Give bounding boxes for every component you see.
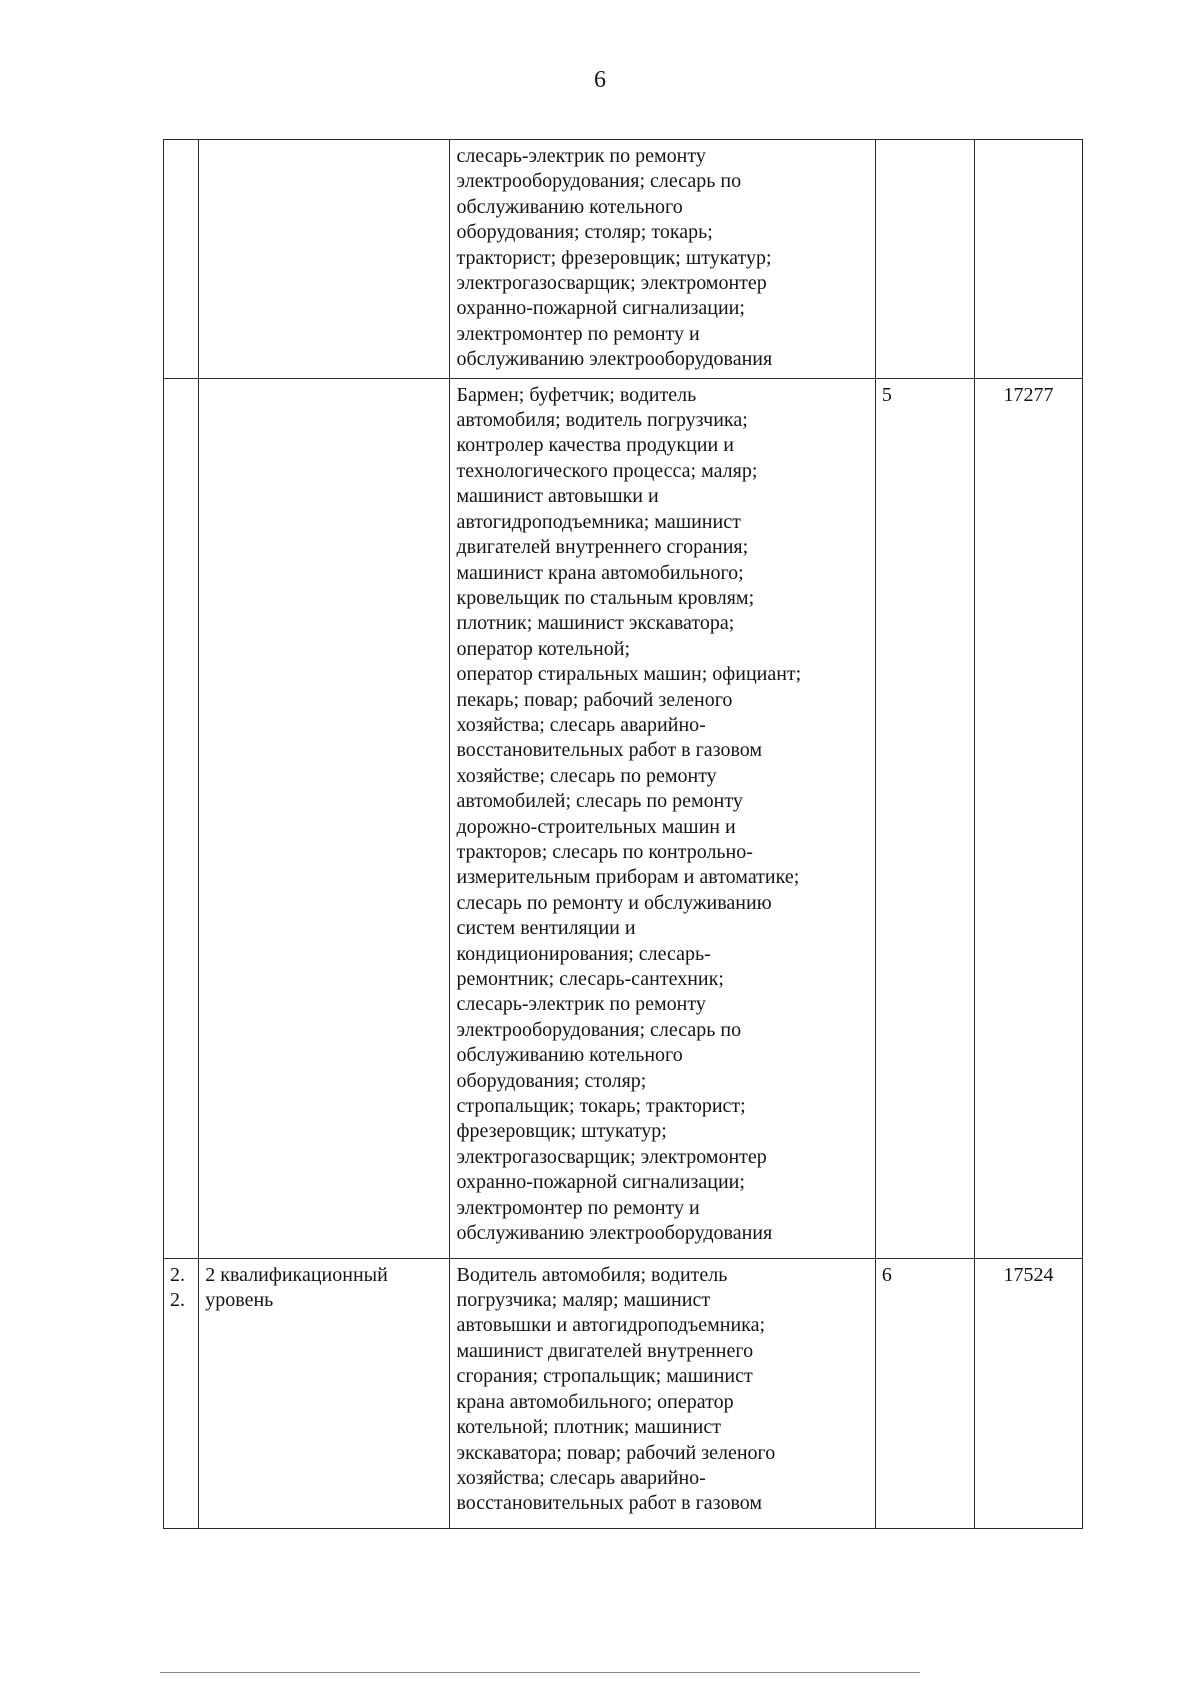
profession-line: дорожно-строительных машин и bbox=[456, 815, 736, 838]
profession-line: автомобилей; слесарь по ремонту bbox=[456, 790, 743, 813]
table-row bbox=[164, 140, 1083, 379]
profession-line: крана автомобильного; оператор bbox=[456, 1390, 734, 1413]
profession-line: автомобиля; водитель погрузчика; bbox=[456, 409, 748, 432]
profession-line: тракторов; слесарь по контрольно- bbox=[456, 840, 753, 863]
salary-cell bbox=[974, 140, 1082, 379]
profession-line: хозяйства; слесарь аварийно- bbox=[456, 713, 706, 736]
profession-line: электрогазосварщик; электромонтер bbox=[456, 1145, 767, 1168]
profession-line: обслуживанию электрооборудования bbox=[456, 348, 773, 371]
row-number-cell: 2.2. bbox=[164, 1258, 199, 1528]
profession-line: стропальщик; токарь; тракторист; bbox=[456, 1095, 746, 1118]
table-row bbox=[164, 378, 1083, 1258]
profession-line: кондиционирования; слесарь- bbox=[456, 942, 711, 965]
grade-cell bbox=[875, 140, 974, 379]
grade-cell: 6 bbox=[875, 1258, 974, 1528]
profession-line: систем вентиляции и bbox=[456, 917, 636, 940]
profession-line: электрооборудования; слесарь по bbox=[456, 1018, 742, 1041]
profession-line: кровельщик по стальным кровлям; bbox=[456, 586, 755, 609]
row-number-cell bbox=[164, 378, 199, 1258]
profession-line: сгорания; стропальщик; машинист bbox=[456, 1365, 753, 1388]
profession-line: машинист двигателей внутреннего bbox=[456, 1339, 754, 1362]
profession-line: хозяйства; слесарь аварийно- bbox=[456, 1466, 706, 1489]
profession-line: машинист автовышки и bbox=[456, 485, 659, 508]
profession-line: котельной; плотник; машинист bbox=[456, 1416, 721, 1439]
profession-line: фрезеровщик; штукатур; bbox=[456, 1120, 667, 1143]
profession-line: Водитель автомобиля; водитель bbox=[456, 1263, 728, 1286]
profession-line: Бармен; буфетчик; водитель bbox=[456, 383, 697, 406]
profession-line: слесарь-электрик по ремонту bbox=[456, 145, 706, 167]
profession-line: электрогазосварщик; электромонтер bbox=[456, 272, 767, 295]
profession-line: электромонтер по ремонту и bbox=[456, 1196, 700, 1219]
profession-line: погрузчика; маляр; машинист bbox=[456, 1289, 711, 1312]
profession-line: машинист крана автомобильного; bbox=[456, 561, 744, 584]
profession-line: пекарь; повар; рабочий зеленого bbox=[456, 688, 733, 711]
profession-line: обслуживанию котельного bbox=[456, 1044, 683, 1067]
qualification-level-cell bbox=[199, 140, 450, 379]
page-number: 6 bbox=[594, 67, 606, 93]
profession-line: слесарь по ремонту и обслуживанию bbox=[456, 891, 772, 914]
professions-cell bbox=[450, 1258, 875, 1528]
qualification-level-cell bbox=[199, 378, 450, 1258]
profession-line: экскаватора; повар; рабочий зеленого bbox=[456, 1441, 776, 1464]
profession-line: автовышки и автогидроподъемника; bbox=[456, 1314, 765, 1337]
profession-line: плотник; машинист экскаватора; bbox=[456, 612, 735, 635]
salary-cell: 17277 bbox=[974, 378, 1082, 1258]
salary-cell: 17524 bbox=[974, 1258, 1082, 1528]
profession-line: контролер качества продукции и bbox=[456, 434, 734, 457]
profession-line: автогидроподъемника; машинист bbox=[456, 510, 741, 533]
profession-line: оборудования; столяр; bbox=[456, 1069, 647, 1092]
profession-line: оборудования; столяр; токарь; bbox=[456, 221, 713, 244]
bottom-rule bbox=[160, 1672, 920, 1673]
profession-line: обслуживанию электрооборудования bbox=[456, 1222, 773, 1245]
table-row bbox=[164, 1258, 1083, 1528]
professions-cell bbox=[450, 378, 875, 1258]
profession-line: хозяйстве; слесарь по ремонту bbox=[456, 764, 717, 787]
profession-line: оператор котельной; bbox=[456, 637, 631, 660]
profession-line: технологического процесса; маляр; bbox=[456, 459, 758, 482]
profession-line: двигателей внутреннего сгорания; bbox=[456, 536, 749, 559]
profession-line: обслуживанию котельного bbox=[456, 195, 683, 218]
profession-line: ремонтник; слесарь-сантехник; bbox=[456, 968, 724, 990]
profession-line: оператор стиральных машин; официант; bbox=[456, 663, 802, 686]
profession-line: слесарь-электрик по ремонту bbox=[456, 993, 706, 1016]
profession-line: электромонтер по ремонту и bbox=[456, 322, 700, 345]
qualification-level-cell: 2 квалификационный уровень bbox=[199, 1258, 450, 1528]
profession-line: тракторист; фрезеровщик; штукатур; bbox=[456, 246, 772, 269]
grade-cell: 5 bbox=[875, 378, 974, 1258]
profession-line: восстановительных работ в газовом bbox=[456, 739, 763, 762]
wage-table bbox=[163, 139, 1083, 1529]
profession-line: охранно-пожарной сигнализации; bbox=[456, 1171, 745, 1194]
profession-line: измерительным приборам и автоматике; bbox=[456, 866, 800, 889]
profession-line: охранно-пожарной сигнализации; bbox=[456, 297, 745, 320]
professions-cell bbox=[450, 140, 875, 379]
row-number-cell bbox=[164, 140, 199, 379]
profession-line: восстановительных работ в газовом bbox=[456, 1492, 763, 1515]
profession-line: электрооборудования; слесарь по bbox=[456, 170, 742, 193]
